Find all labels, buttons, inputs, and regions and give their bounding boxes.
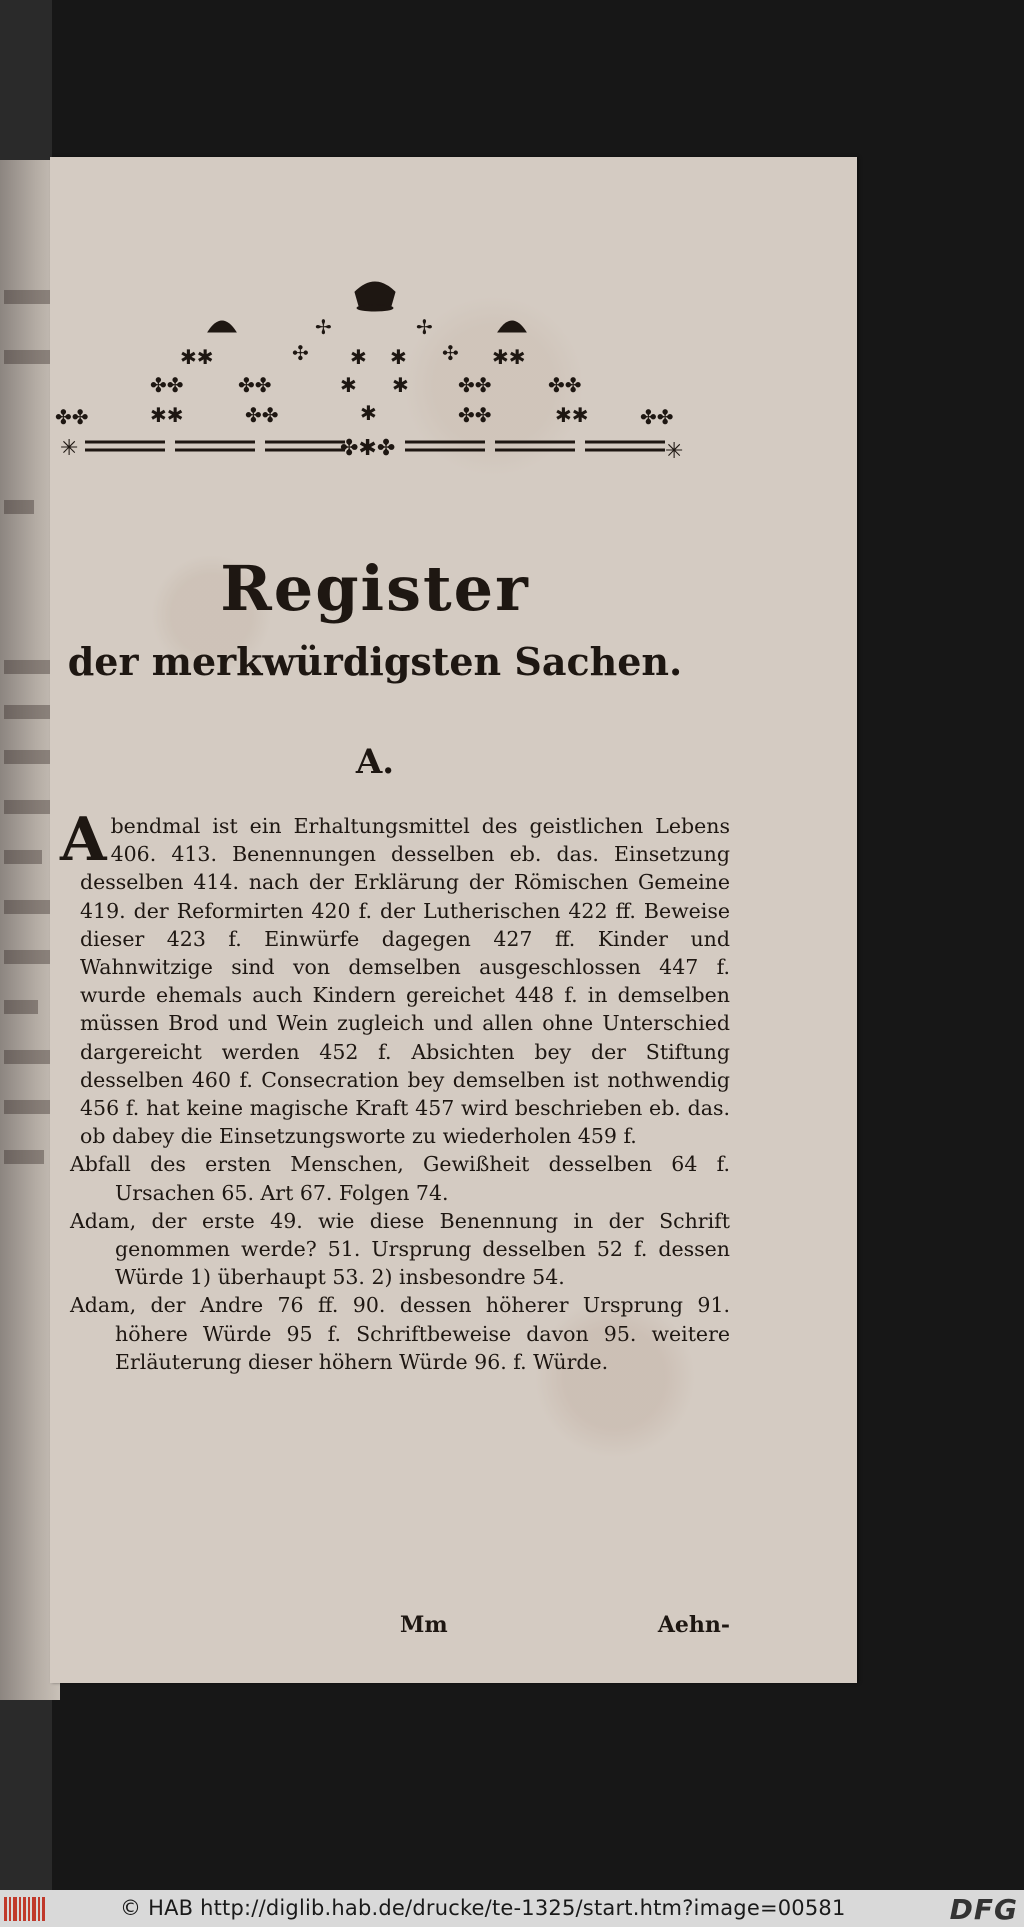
page-footer-marks bbox=[70, 1612, 730, 1642]
svg-text:✱✱: ✱✱ bbox=[150, 403, 184, 427]
svg-text:✳: ✳ bbox=[60, 436, 79, 461]
dropcap-initial: A bbox=[60, 805, 107, 875]
svg-text:✤✱✤: ✤✱✤ bbox=[340, 436, 396, 461]
register-entry bbox=[60, 805, 730, 1150]
svg-text:✳: ✳ bbox=[665, 439, 684, 464]
page-subtitle: der merkwürdigsten Sachen. bbox=[67, 639, 683, 684]
dfg-logo: DFG bbox=[949, 1893, 1018, 1926]
svg-text:✱✱: ✱✱ bbox=[180, 345, 214, 369]
svg-text:✤✤: ✤✤ bbox=[238, 373, 272, 397]
svg-text:✣: ✣ bbox=[442, 341, 459, 365]
signature-mark: Mm bbox=[400, 1612, 448, 1638]
svg-text:✱✱: ✱✱ bbox=[492, 345, 526, 369]
svg-text:✤✤: ✤✤ bbox=[548, 373, 582, 397]
svg-text:✱✱: ✱✱ bbox=[555, 403, 589, 427]
register-entry: Adam, der Andre 76 ff. 90. dessen höherer Ursprung 91. höhere Würde 95 f. Schriftbeweise davon 95. weitere Erläuterung dieser höhern Würde 96. f. Würde. bbox=[70, 1293, 730, 1374]
register-entry: Abfall des ersten Menschen, Gewißheit desselben 64 f. Ursachen 65. Art 67. Folgen 74. bbox=[70, 1152, 730, 1205]
decorative-headpiece bbox=[50, 252, 700, 467]
svg-text:✢: ✢ bbox=[416, 315, 433, 339]
svg-text:✤✤: ✤✤ bbox=[55, 405, 89, 429]
svg-text:✱: ✱ bbox=[350, 345, 367, 369]
svg-text:✱: ✱ bbox=[390, 345, 407, 369]
source-credit: © HAB http://diglib.hab.de/drucke/te-1325/start.htm?image=00581 bbox=[120, 1896, 846, 1920]
entry-text: bendmal ist ein Erhaltungsmittel des geistlichen Lebens 406. 413. Benennungen desselben eb. das. Einsetzung desselben 414. nach der Erklärung der Römischen Gemeine 419. der Reformirten 420 f. der Lutherischen 422 ff. Beweise dieser 423 f. Einwürfe dagegen 427 ff. Kinder und Wahnwitzige sind von demselben ausgeschlossen 447 f. wurde ehemals auch Kindern gereichet 448 f. in demselben müssen Brod und Wein zugleich und allen ohne Unterschied dargereicht werden 452 f. Absichten bey der Stiftung desselben 460 f. Consecration bey demselben ist nothwendig 456 f. hat keine magische Kraft 457 wird beschrieben eb. das. ob dabey die Einsetzungsworte zu wiederholen 459 f. bbox=[80, 814, 730, 1149]
svg-text:✤✤: ✤✤ bbox=[245, 403, 279, 427]
svg-text:✢: ✢ bbox=[315, 315, 332, 339]
svg-text:✤✤: ✤✤ bbox=[150, 373, 184, 397]
svg-text:✤✤: ✤✤ bbox=[640, 405, 674, 429]
barcode-icon bbox=[4, 1897, 46, 1921]
svg-text:✱: ✱ bbox=[392, 373, 409, 397]
viewer-footer bbox=[0, 1890, 1024, 1927]
svg-text:✣: ✣ bbox=[292, 341, 309, 365]
register-entry: Adam, der erste 49. wie diese Benennung in der Schrift genommen werde? 51. Ursprung desselben 52 f. dessen Würde 1) überhaupt 53. 2) insbesondre 54. bbox=[70, 1208, 730, 1290]
catchword: Aehn- bbox=[657, 1612, 730, 1638]
svg-text:✱: ✱ bbox=[360, 401, 377, 425]
section-heading: A. bbox=[355, 742, 395, 782]
svg-text:✤✤: ✤✤ bbox=[458, 403, 492, 427]
svg-text:✤✤: ✤✤ bbox=[458, 373, 492, 397]
book-page bbox=[50, 157, 857, 1683]
page-title: Register bbox=[220, 552, 530, 625]
svg-text:✱: ✱ bbox=[340, 373, 357, 397]
register-entries bbox=[60, 805, 730, 1376]
